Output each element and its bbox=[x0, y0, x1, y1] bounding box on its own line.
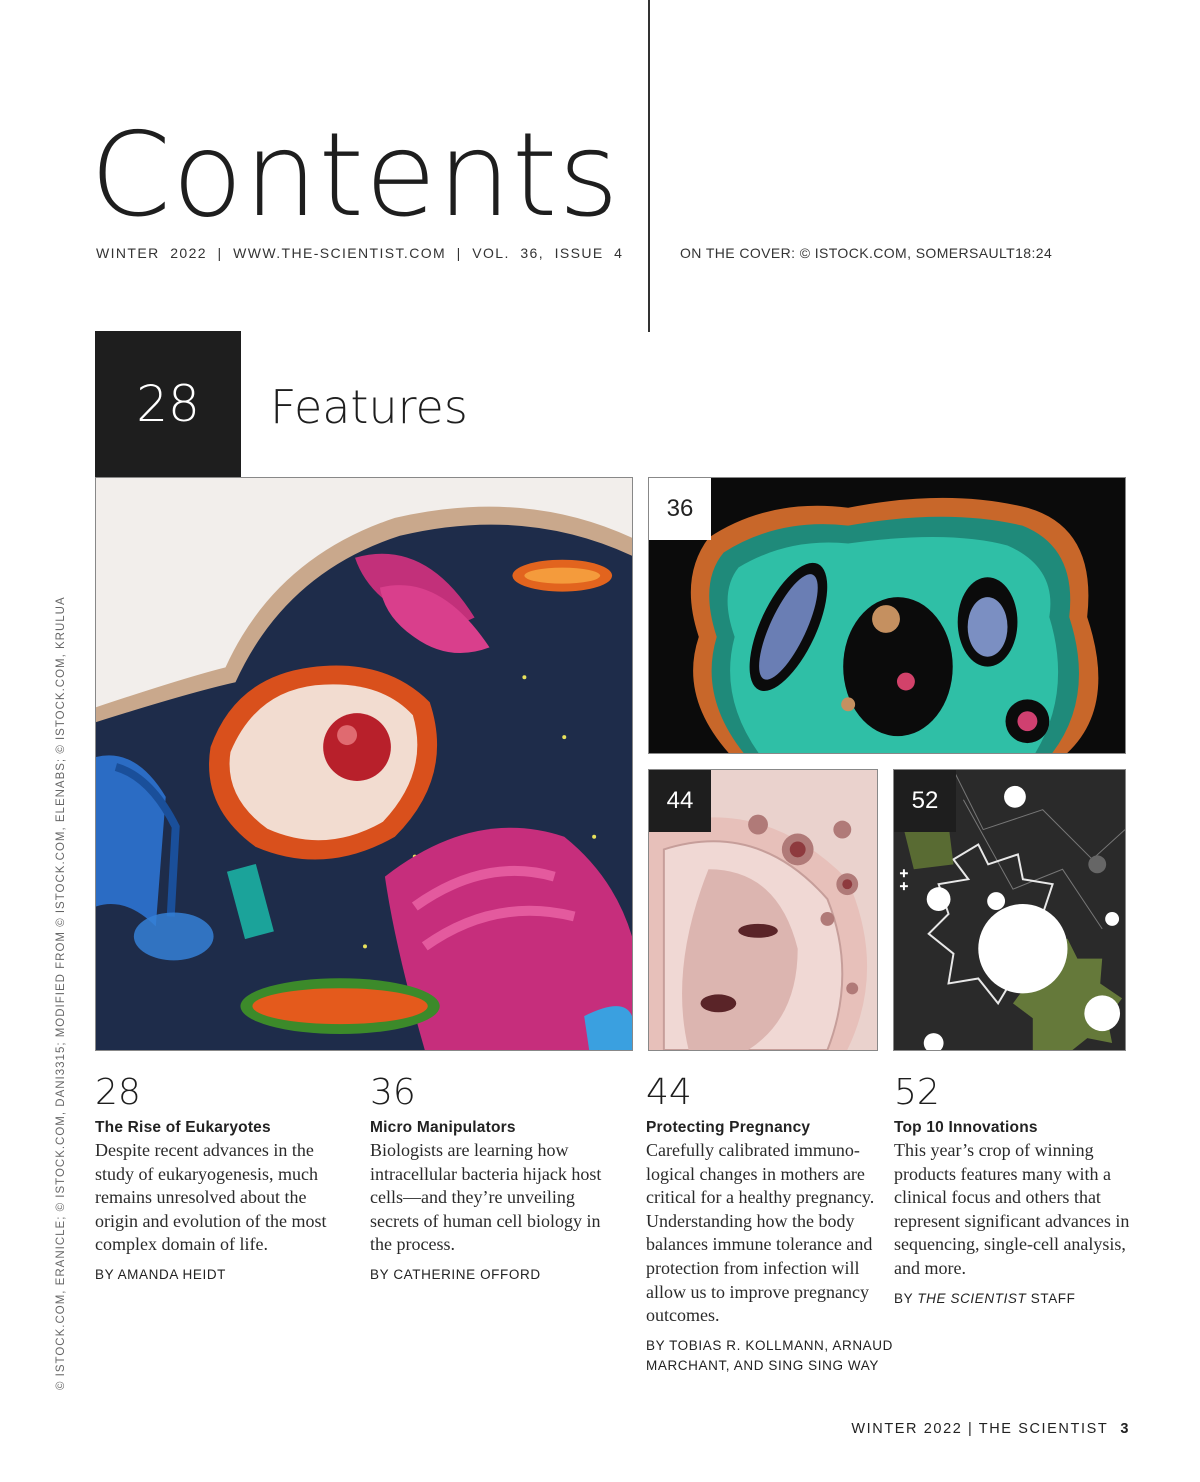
story-summary: Biologists are learning how intracellular bacteria hijack host cells—and they’re unveiling secrets of human cell biology in the process. bbox=[370, 1140, 602, 1255]
story-page-number: 44 bbox=[646, 1072, 692, 1113]
story-byline: BY CATHERINE OFFORD bbox=[370, 1266, 541, 1282]
vertical-divider bbox=[648, 0, 650, 332]
story-card[interactable] bbox=[894, 1072, 1134, 1309]
image-page-tag: 36 bbox=[649, 478, 711, 540]
story-page-number: 28 bbox=[95, 1072, 141, 1113]
page-title: Contents bbox=[90, 108, 620, 243]
story-summary: Despite recent advances in the study of eukaryogenesis, much remains unresolved about the origin and evolution of the most complex domain of life. bbox=[95, 1140, 327, 1255]
tissue-cross-section-illustration[interactable] bbox=[648, 477, 1126, 754]
byline-suffix: STAFF bbox=[1026, 1290, 1076, 1306]
innovations-gears-illustration[interactable] bbox=[893, 769, 1126, 1051]
eukaryotic-cell-illustration[interactable] bbox=[95, 477, 633, 1051]
story-page-number: 52 bbox=[894, 1072, 940, 1113]
story-byline: BY TOBIAS R. KOLLMANN, ARNAUD MARCHANT, AND SING SING WAY bbox=[646, 1337, 893, 1373]
story-headline[interactable]: Micro Manipulators bbox=[370, 1119, 516, 1136]
masthead-line: WINTER 2022 | WWW.THE-SCIENTIST.COM | VOL. 36, ISSUE 4 bbox=[96, 245, 624, 261]
pregnancy-illustration[interactable] bbox=[648, 769, 878, 1051]
story-summary: Carefully calibrated immuno-logical changes in mothers are critical for a healthy pregnancy. Understanding how the body balances immune tolerance and protection from infection will allow us to improve pregnancy outcomes. bbox=[646, 1140, 875, 1326]
page-footer bbox=[851, 1421, 1130, 1437]
story-card[interactable] bbox=[95, 1072, 345, 1285]
features-page-number: 28 bbox=[95, 331, 241, 477]
story-card[interactable] bbox=[370, 1072, 620, 1285]
story-headline[interactable]: The Rise of Eukaryotes bbox=[95, 1119, 271, 1136]
cover-credit: ON THE COVER: © ISTOCK.COM, SOMERSAULT18:24 bbox=[680, 245, 1053, 261]
image-page-tag: 52 bbox=[894, 770, 956, 832]
story-page-number: 36 bbox=[370, 1072, 416, 1113]
story-summary: This year’s crop of winning products features many with a clinical focus and others that represent significant advances in sequencing, single-cell analysis, and more. bbox=[894, 1140, 1130, 1278]
byline-prefix: BY bbox=[894, 1290, 918, 1306]
story-headline[interactable]: Top 10 Innovations bbox=[894, 1119, 1038, 1136]
story-headline[interactable]: Protecting Pregnancy bbox=[646, 1119, 811, 1136]
story-byline bbox=[894, 1289, 1134, 1309]
image-page-tag: 44 bbox=[649, 770, 711, 832]
image-credits: © ISTOCK.COM, ERANICLE; © ISTOCK.COM, DANI3315; MODIFIED FROM © ISTOCK.COM, ELENABS; © ISTOCK.COM, KRULUA bbox=[55, 596, 67, 1390]
features-heading: Features bbox=[270, 380, 468, 434]
byline-publication: THE SCIENTIST bbox=[917, 1290, 1027, 1306]
footer-page-number: 3 bbox=[1120, 1421, 1130, 1437]
footer-publication: WINTER 2022 | THE SCIENTIST bbox=[851, 1421, 1109, 1437]
story-card[interactable] bbox=[646, 1072, 893, 1376]
story-byline: BY AMANDA HEIDT bbox=[95, 1266, 227, 1282]
